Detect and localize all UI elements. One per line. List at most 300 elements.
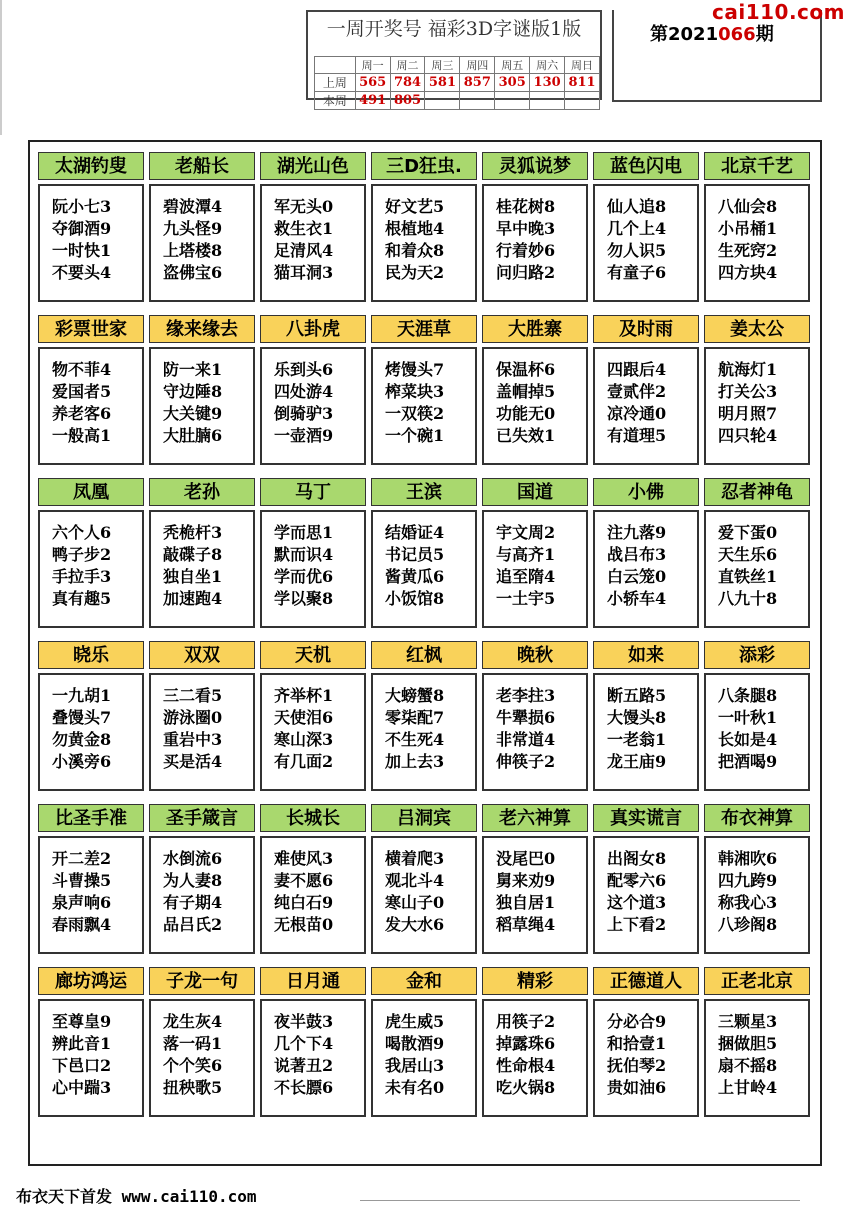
card-clues xyxy=(260,184,366,302)
clue-line: 小溪旁6 xyxy=(52,752,112,771)
clue-line: 和着众8 xyxy=(385,241,445,260)
clue-line: 好文艺5 xyxy=(385,197,445,216)
clue-line: 军无头0 xyxy=(274,197,334,216)
clue-line: 我居山3 xyxy=(385,1056,445,1075)
card-clues xyxy=(149,510,255,628)
clue-line: 观北斗4 xyxy=(385,871,445,890)
card-title: 正老北京 xyxy=(704,967,810,995)
clue-line: 八珍阁8 xyxy=(718,915,778,934)
puzzle-card xyxy=(704,641,810,793)
card-clues xyxy=(593,836,699,954)
clue-line: 倒骑驴3 xyxy=(274,404,334,423)
day-label: 周五 xyxy=(495,57,530,74)
clue-line: 至尊皇9 xyxy=(52,1012,112,1031)
clue-line: 虎生威5 xyxy=(385,1012,445,1031)
draw-number: 305 xyxy=(495,74,530,92)
card-clues xyxy=(593,184,699,302)
clue-line: 碧波潭4 xyxy=(163,197,223,216)
days-row xyxy=(315,57,600,74)
card-clues xyxy=(593,673,699,791)
clue-line: 大螃蟹8 xyxy=(385,686,445,705)
clue-line: 非常道4 xyxy=(496,730,556,749)
clue-line: 真有趣5 xyxy=(52,589,112,608)
day-label: 周日 xyxy=(565,57,600,74)
clue-line: 大肚腩6 xyxy=(163,426,223,445)
card-title: 姜太公 xyxy=(704,315,810,343)
card-clues xyxy=(38,673,144,791)
card-title: 布衣神算 xyxy=(704,804,810,832)
clue-line: 重岩中3 xyxy=(163,730,223,749)
card-title: 晚秋 xyxy=(482,641,588,669)
clue-line: 酱黄瓜6 xyxy=(385,567,445,586)
puzzle-card xyxy=(704,315,810,467)
card-clues xyxy=(149,673,255,791)
card-clues xyxy=(38,999,144,1117)
puzzle-card xyxy=(704,804,810,956)
puzzle-board xyxy=(28,140,822,1166)
puzzle-card xyxy=(149,315,255,467)
site-logo: cai110.com xyxy=(712,0,845,24)
clue-line: 敲碟子8 xyxy=(163,545,223,564)
card-title: 彩票世家 xyxy=(38,315,144,343)
card-clues xyxy=(260,836,366,954)
draw-number xyxy=(425,92,460,110)
clue-line: 手拉手3 xyxy=(52,567,112,586)
puzzle-card xyxy=(482,152,588,304)
clue-line: 买是活4 xyxy=(163,752,223,771)
clue-line: 八九十8 xyxy=(718,589,778,608)
card-title: 吕洞宾 xyxy=(371,804,477,832)
clue-line: 猫耳洞3 xyxy=(274,263,334,282)
clue-line: 掉露珠6 xyxy=(496,1034,556,1053)
clue-line: 烤馒头7 xyxy=(385,360,445,379)
clue-line: 发大水6 xyxy=(385,915,445,934)
card-title: 灵狐说梦 xyxy=(482,152,588,180)
clue-line: 一双筷2 xyxy=(385,404,445,423)
clue-line: 龙生灰4 xyxy=(163,1012,223,1031)
clue-line: 保温杯6 xyxy=(496,360,556,379)
clue-line: 泉声响6 xyxy=(52,893,112,912)
clue-line: 天生乐6 xyxy=(718,545,778,564)
card-title: 日月通 xyxy=(260,967,366,995)
card-title: 天涯草 xyxy=(371,315,477,343)
clue-line: 养老客6 xyxy=(52,404,112,423)
clue-line: 大馒头8 xyxy=(607,708,667,727)
clue-line: 民为天2 xyxy=(385,263,445,282)
clue-line: 上下看2 xyxy=(607,915,667,934)
clue-line: 秃桅杆3 xyxy=(163,523,223,542)
card-clues xyxy=(371,999,477,1117)
puzzle-card xyxy=(149,641,255,793)
clue-line: 行着妙6 xyxy=(496,241,556,260)
clue-line: 凉冷通0 xyxy=(607,404,667,423)
clue-line: 一个碗1 xyxy=(385,426,445,445)
clue-line: 水倒流6 xyxy=(163,849,223,868)
clue-line: 开二差2 xyxy=(52,849,112,868)
clue-line: 已失效1 xyxy=(496,426,556,445)
clue-line: 下邑口2 xyxy=(52,1056,112,1075)
card-title: 太湖钓叟 xyxy=(38,152,144,180)
clue-line: 有童子6 xyxy=(607,263,667,282)
card-clues xyxy=(260,510,366,628)
clue-line: 夺御酒9 xyxy=(52,219,112,238)
card-clues xyxy=(38,836,144,954)
clue-line: 直铁丝1 xyxy=(718,567,778,586)
clue-line: 游泳圈0 xyxy=(163,708,223,727)
clue-line: 天使泪6 xyxy=(274,708,334,727)
clue-line: 壹贰伴2 xyxy=(607,382,667,401)
draw-number xyxy=(565,92,600,110)
clue-line: 龙王庙9 xyxy=(607,752,667,771)
clue-line: 学以聚8 xyxy=(274,589,334,608)
card-clues xyxy=(371,347,477,465)
card-clues xyxy=(482,836,588,954)
clue-line: 为人妻8 xyxy=(163,871,223,890)
clue-line: 牛犟损6 xyxy=(496,708,556,727)
clue-line: 足清风4 xyxy=(274,241,334,260)
left-edge-bar xyxy=(0,0,2,135)
clue-line: 有子期4 xyxy=(163,893,223,912)
clue-line: 桂花树8 xyxy=(496,197,556,216)
puzzle-card xyxy=(593,315,699,467)
card-clues xyxy=(704,184,810,302)
clue-line: 说著丑2 xyxy=(274,1056,334,1075)
last-week-row xyxy=(315,74,600,92)
puzzle-card xyxy=(260,641,366,793)
clue-line: 爱下蛋0 xyxy=(718,523,778,542)
puzzle-card xyxy=(704,152,810,304)
clue-line: 白云笼0 xyxy=(607,567,667,586)
clue-line: 四处游4 xyxy=(274,382,334,401)
clue-line: 追至隋4 xyxy=(496,567,556,586)
clue-line: 扇不摇8 xyxy=(718,1056,778,1075)
card-title: 比圣手准 xyxy=(38,804,144,832)
row-label: 本周 xyxy=(315,92,356,110)
clue-line: 小吊桶1 xyxy=(718,219,778,238)
puzzle-card xyxy=(704,478,810,630)
weekly-results-panel xyxy=(306,10,602,108)
clue-line: 小轿车4 xyxy=(607,589,667,608)
puzzle-card xyxy=(38,804,144,956)
footer-text: 布衣天下首发 www.cai110.com xyxy=(16,1187,257,1206)
issue-suffix: 期 xyxy=(755,24,774,45)
card-title: 精彩 xyxy=(482,967,588,995)
puzzle-card xyxy=(149,152,255,304)
clue-line: 一般高1 xyxy=(52,426,112,445)
clue-line: 九头怪9 xyxy=(163,219,223,238)
card-clues xyxy=(593,347,699,465)
card-title: 缘来缘去 xyxy=(149,315,255,343)
clue-line: 四只轮4 xyxy=(718,426,778,445)
clue-line: 寒山子0 xyxy=(385,893,445,912)
puzzle-card xyxy=(704,967,810,1119)
card-title: 小佛 xyxy=(593,478,699,506)
puzzle-card xyxy=(593,152,699,304)
card-clues xyxy=(371,184,477,302)
draw-number xyxy=(530,92,565,110)
clue-line: 独自坐1 xyxy=(163,567,223,586)
clue-line: 不长膘6 xyxy=(274,1078,334,1097)
panel-title: 一周开奖号 福彩3D字谜版1版 xyxy=(326,18,582,40)
clue-line: 齐举杯1 xyxy=(274,686,334,705)
clue-line: 书记员5 xyxy=(385,545,445,564)
card-clues xyxy=(704,836,810,954)
clue-line: 默而识4 xyxy=(274,545,334,564)
day-label: 周四 xyxy=(460,57,495,74)
day-label: 周六 xyxy=(530,57,565,74)
card-clues xyxy=(704,347,810,465)
clue-line: 航海灯1 xyxy=(718,360,778,379)
clue-line: 守边陲8 xyxy=(163,382,223,401)
issue-number-value: 066 xyxy=(718,24,756,45)
clue-line: 有几面2 xyxy=(274,752,334,771)
clue-line: 小饭馆8 xyxy=(385,589,445,608)
clue-line: 结婚证4 xyxy=(385,523,445,542)
clue-line: 打关公3 xyxy=(718,382,778,401)
clue-line: 盗佛宝6 xyxy=(163,263,223,282)
puzzle-card xyxy=(38,478,144,630)
card-title: 廊坊鸿运 xyxy=(38,967,144,995)
card-clues xyxy=(704,510,810,628)
clue-line: 夜半鼓3 xyxy=(274,1012,334,1031)
clue-line: 阮小七3 xyxy=(52,197,112,216)
clue-line: 没尾巴0 xyxy=(496,849,556,868)
card-clues xyxy=(482,999,588,1117)
clue-line: 鸭子步2 xyxy=(52,545,112,564)
clue-line: 一叶秋1 xyxy=(718,708,778,727)
clue-line: 加速跑4 xyxy=(163,589,223,608)
puzzle-card xyxy=(593,967,699,1119)
puzzle-card xyxy=(482,478,588,630)
puzzle-card xyxy=(149,804,255,956)
clue-line: 性命根4 xyxy=(496,1056,556,1075)
card-title: 八卦虎 xyxy=(260,315,366,343)
draw-number: 130 xyxy=(530,74,565,92)
clue-line: 与高齐1 xyxy=(496,545,556,564)
card-clues xyxy=(371,836,477,954)
clue-line: 宇文周2 xyxy=(496,523,556,542)
clue-line: 长如是4 xyxy=(718,730,778,749)
card-clues xyxy=(260,347,366,465)
clue-line: 问归路2 xyxy=(496,263,556,282)
clue-line: 妻不愿6 xyxy=(274,871,334,890)
clue-line: 稻草绳4 xyxy=(496,915,556,934)
clue-line: 六个人6 xyxy=(52,523,112,542)
clue-line: 舅来劝9 xyxy=(496,871,556,890)
puzzle-card xyxy=(482,804,588,956)
clue-line: 品吕氏2 xyxy=(163,915,223,934)
clue-line: 一老翁1 xyxy=(607,730,667,749)
puzzle-card xyxy=(260,804,366,956)
puzzle-card xyxy=(593,641,699,793)
clue-line: 上甘岭4 xyxy=(718,1078,778,1097)
card-title: 北京千艺 xyxy=(704,152,810,180)
clue-line: 春雨飘4 xyxy=(52,915,112,934)
clue-line: 四方块4 xyxy=(718,263,778,282)
clue-line: 寒山深3 xyxy=(274,730,334,749)
card-title: 红枫 xyxy=(371,641,477,669)
clue-line: 注九落9 xyxy=(607,523,667,542)
card-title: 国道 xyxy=(482,478,588,506)
clue-line: 几个下4 xyxy=(274,1034,334,1053)
clue-line: 学而优6 xyxy=(274,567,334,586)
clue-line: 个个笑6 xyxy=(163,1056,223,1075)
clue-line: 喝散酒9 xyxy=(385,1034,445,1053)
clue-line: 配零六6 xyxy=(607,871,667,890)
clue-line: 功能无0 xyxy=(496,404,556,423)
clue-line: 一土宇5 xyxy=(496,589,556,608)
clue-line: 八仙会8 xyxy=(718,197,778,216)
puzzle-card xyxy=(371,478,477,630)
card-title: 正德道人 xyxy=(593,967,699,995)
clue-line: 和拾壹1 xyxy=(607,1034,667,1053)
clue-line: 一九胡1 xyxy=(52,686,112,705)
card-title: 天机 xyxy=(260,641,366,669)
puzzle-card xyxy=(149,967,255,1119)
clue-line: 韩湘吹6 xyxy=(718,849,778,868)
clue-line: 仙人追8 xyxy=(607,197,667,216)
clue-line: 出阁女8 xyxy=(607,849,667,868)
clue-line: 物不菲4 xyxy=(52,360,112,379)
clue-line: 四九跨9 xyxy=(718,871,778,890)
card-clues xyxy=(371,510,477,628)
puzzle-card xyxy=(38,152,144,304)
card-title: 湖光山色 xyxy=(260,152,366,180)
card-clues xyxy=(149,347,255,465)
clue-line: 叠馒头7 xyxy=(52,708,112,727)
puzzle-card xyxy=(371,641,477,793)
card-title: 三D狂虫. xyxy=(371,152,477,180)
card-clues xyxy=(704,999,810,1117)
puzzle-card xyxy=(371,804,477,956)
card-title: 金和 xyxy=(371,967,477,995)
clue-line: 难使风3 xyxy=(274,849,334,868)
clue-line: 不要头4 xyxy=(52,263,112,282)
card-clues xyxy=(482,510,588,628)
clue-line: 生死窍2 xyxy=(718,241,778,260)
clue-line: 老李拄3 xyxy=(496,686,556,705)
day-label: 周三 xyxy=(425,57,460,74)
clue-line: 上塔楼8 xyxy=(163,241,223,260)
draw-number xyxy=(495,92,530,110)
clue-line: 独自居1 xyxy=(496,893,556,912)
clue-line: 早中晚3 xyxy=(496,219,556,238)
card-title: 及时雨 xyxy=(593,315,699,343)
clue-line: 几个上4 xyxy=(607,219,667,238)
card-title: 忍者神龟 xyxy=(704,478,810,506)
clue-line: 有道理5 xyxy=(607,426,667,445)
card-clues xyxy=(704,673,810,791)
clue-line: 战吕布3 xyxy=(607,545,667,564)
clue-line: 横着爬3 xyxy=(385,849,445,868)
card-title: 真实谎言 xyxy=(593,804,699,832)
draw-number: 565 xyxy=(355,74,390,92)
clue-line: 明月照7 xyxy=(718,404,778,423)
clue-line: 无根苗0 xyxy=(274,915,334,934)
puzzle-card xyxy=(371,967,477,1119)
clue-line: 四跟后4 xyxy=(607,360,667,379)
clue-line: 大关键9 xyxy=(163,404,223,423)
clue-line: 辨此音1 xyxy=(52,1034,112,1053)
card-title: 双双 xyxy=(149,641,255,669)
this-week-row xyxy=(315,92,600,110)
card-clues xyxy=(371,673,477,791)
clue-line: 三二看5 xyxy=(163,686,223,705)
clue-line: 勿人识5 xyxy=(607,241,667,260)
day-label: 周二 xyxy=(390,57,425,74)
clue-line: 心中踹3 xyxy=(52,1078,112,1097)
puzzle-card xyxy=(149,478,255,630)
clue-line: 一时快1 xyxy=(52,241,112,260)
puzzle-card xyxy=(371,152,477,304)
clue-line: 零柒配7 xyxy=(385,708,445,727)
card-clues xyxy=(38,184,144,302)
clue-line: 落一码1 xyxy=(163,1034,223,1053)
clue-line: 称我心3 xyxy=(718,893,778,912)
clue-line: 纯白石9 xyxy=(274,893,334,912)
card-title: 蓝色闪电 xyxy=(593,152,699,180)
clue-line: 捆做胆5 xyxy=(718,1034,778,1053)
clue-line: 加上去3 xyxy=(385,752,445,771)
clue-line: 扭秧歌5 xyxy=(163,1078,223,1097)
card-title: 老船长 xyxy=(149,152,255,180)
card-clues xyxy=(38,510,144,628)
clue-line: 三颗星3 xyxy=(718,1012,778,1031)
clue-line: 用筷子2 xyxy=(496,1012,556,1031)
day-label: 周一 xyxy=(355,57,390,74)
clue-line: 防一来1 xyxy=(163,360,223,379)
card-clues xyxy=(149,184,255,302)
draw-number xyxy=(460,92,495,110)
puzzle-card xyxy=(260,315,366,467)
draw-number: 811 xyxy=(565,74,600,92)
card-clues xyxy=(38,347,144,465)
footer-rule xyxy=(360,1200,800,1201)
clue-line: 勿黄金8 xyxy=(52,730,112,749)
clue-line: 乐到头6 xyxy=(274,360,334,379)
clue-line: 伸筷子2 xyxy=(496,752,556,771)
card-title: 长城长 xyxy=(260,804,366,832)
puzzle-card xyxy=(482,315,588,467)
clue-line: 学而思1 xyxy=(274,523,334,542)
card-title: 凤凰 xyxy=(38,478,144,506)
card-clues xyxy=(482,184,588,302)
card-clues xyxy=(482,347,588,465)
row-label: 上周 xyxy=(315,74,356,92)
card-title: 添彩 xyxy=(704,641,810,669)
puzzle-card xyxy=(260,478,366,630)
clue-line: 根植地4 xyxy=(385,219,445,238)
card-clues xyxy=(149,836,255,954)
puzzle-card xyxy=(482,967,588,1119)
puzzle-card xyxy=(38,641,144,793)
puzzle-card xyxy=(482,641,588,793)
clue-line: 分必合9 xyxy=(607,1012,667,1031)
clue-line: 一壶酒9 xyxy=(274,426,334,445)
card-clues xyxy=(593,510,699,628)
corner-cell xyxy=(315,57,356,74)
results-table xyxy=(314,56,600,110)
clue-line: 八条腿8 xyxy=(718,686,778,705)
puzzle-card xyxy=(260,152,366,304)
card-clues xyxy=(593,999,699,1117)
puzzle-card xyxy=(260,967,366,1119)
draw-number: 491 xyxy=(355,92,390,110)
card-title: 大胜寨 xyxy=(482,315,588,343)
clue-line: 吃火锅8 xyxy=(496,1078,556,1097)
clue-line: 盖帽掉5 xyxy=(496,382,556,401)
card-title: 老孙 xyxy=(149,478,255,506)
